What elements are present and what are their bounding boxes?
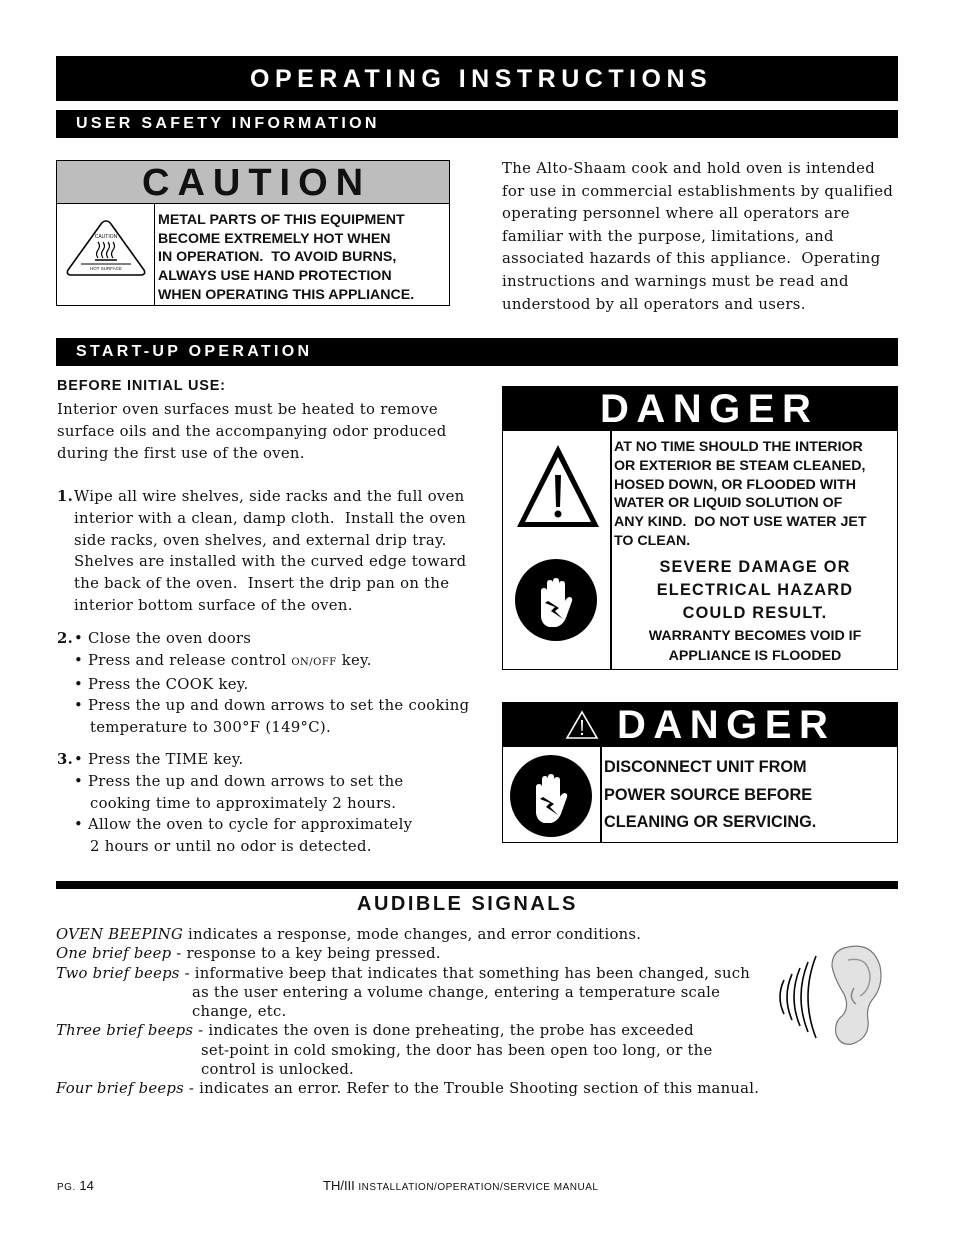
danger-line: TO CLEAN.: [614, 532, 691, 549]
audible-item-cont: set-point in cold smoking, the door has been open too long, or the: [201, 1041, 713, 1059]
caution-line: IN OPERATION. TO AVOID BURNS,: [158, 249, 397, 266]
electrical-hazard-hand-icon: [506, 751, 596, 841]
page-number: PG. 14: [57, 1178, 94, 1193]
intro-line: understood by all operators and users.: [502, 295, 806, 313]
danger-divider: [610, 431, 612, 669]
danger-warranty-note: [615, 627, 895, 666]
section-heading-startup: START-UP OPERATION: [76, 343, 313, 360]
audible-item-cont: change, etc.: [192, 1003, 287, 1021]
danger-severe-warning: [615, 556, 895, 624]
before-initial-use-label: BEFORE INITIAL USE:: [57, 378, 226, 394]
severe-line: ELECTRICAL HAZARD: [656, 580, 854, 599]
danger-box-steam-cleaning: [502, 386, 898, 670]
danger-text-steam: [614, 438, 898, 551]
intro-line: instructions and warnings must be read and: [502, 272, 849, 290]
disconnect-line: DISCONNECT UNIT FROM: [604, 758, 807, 776]
disconnect-line: CLEANING OR SERVICING.: [604, 813, 817, 832]
step-2-bullet: • Press the up and down arrows to set the cooking: [74, 697, 470, 715]
step-1-number: 1.: [57, 488, 74, 505]
caution-line: WHEN OPERATING THIS APPLIANCE.: [158, 286, 415, 303]
caution-line: BECOME EXTREMELY HOT WHEN: [158, 230, 391, 247]
intro-line: for use in commercial establishments by qualified: [502, 182, 894, 200]
step-2-number: 2.: [57, 630, 74, 647]
audible-signals-list: [56, 925, 776, 1099]
intro-line: operating personnel where all operators are: [502, 205, 850, 223]
step-1-line: interior with a clean, damp cloth. Install the oven: [74, 509, 467, 527]
before-line: surface oils and the accompanying odor produced: [57, 422, 447, 440]
electrical-hazard-hand-icon: [511, 555, 601, 645]
audible-signals-title: AUDIBLE SIGNALS: [357, 893, 578, 915]
section-heading-user-safety: USER SAFETY INFORMATION: [76, 115, 380, 132]
audible-item: OVEN BEEPING indicates a response, mode changes, and error conditions.: [56, 926, 642, 943]
caution-line: ALWAYS USE HAND PROTECTION: [158, 268, 392, 285]
caution-box: [56, 160, 450, 306]
on-off-key-label: ON/OFF: [291, 656, 337, 668]
caution-title: CAUTION: [142, 162, 372, 204]
step-3-number: 3.: [57, 751, 74, 768]
manual-title: TH/III INSTALLATION/OPERATION/SERVICE MANUAL: [323, 1178, 599, 1193]
danger-header: [503, 387, 897, 431]
step-1-line: the back of the oven. Insert the drip pan on the: [74, 575, 450, 593]
audible-item: One brief beep - response to a key being pressed.: [56, 945, 441, 963]
before-line: during the first use of the oven.: [57, 444, 305, 462]
before-line: Interior oven surfaces must be heated to remove: [57, 401, 438, 418]
danger-title: DANGER: [600, 387, 819, 431]
audible-item-cont: control is unlocked.: [201, 1061, 355, 1079]
exclamation-warning-icon: [507, 437, 607, 537]
step-2-bullet-cont: temperature to 300°F (149°C).: [90, 719, 331, 737]
step-2: [57, 628, 477, 739]
step-3-bullet-cont: cooking time to approximately 2 hours.: [90, 794, 397, 812]
step-3-bullet: • Allow the oven to cycle for approximately: [74, 816, 413, 834]
intro-line: The Alto-Shaam cook and hold oven is intended: [502, 160, 876, 177]
danger-line: HOSED DOWN, OR FLOODED WITH: [614, 476, 856, 493]
audible-item: Two brief beeps - informative beep that indicates that something has been changed, such: [56, 964, 751, 982]
before-initial-use-text: [57, 399, 477, 464]
audible-item: Three brief beeps - indicates the oven is done preheating, the probe has exceeded: [56, 1022, 694, 1040]
step-1-line: side racks, oven shelves, and external drip tray.: [74, 531, 447, 549]
intro-line: familiar with the purpose, limitations, and: [502, 227, 834, 245]
danger-header: [503, 703, 897, 747]
intro-line: associated hazards of this appliance. Operating: [502, 250, 881, 268]
step-2-bullet: • Press the COOK key.: [74, 675, 249, 693]
danger-line: OR EXTERIOR BE STEAM CLEANED,: [614, 457, 866, 474]
danger-line: WATER OR LIQUID SOLUTION OF: [614, 495, 843, 512]
danger-title: DANGER: [617, 703, 836, 747]
danger-line: ANY KIND. DO NOT USE WATER JET: [614, 514, 867, 531]
page-header-bar: [56, 56, 898, 101]
caution-text: [158, 211, 448, 305]
severe-line: SEVERE DAMAGE OR: [659, 558, 851, 576]
caution-icon-cell: [57, 204, 155, 305]
audible-item: Four brief beeps - indicates an error. Refer to the Trouble Shooting section of this manual.: [56, 1080, 760, 1098]
hot-surface-warning-icon: [57, 204, 155, 305]
danger-divider: [600, 747, 602, 842]
step-1-line: Shelves are installed with the curved edge toward: [74, 553, 467, 571]
section-bar-startup: [56, 338, 898, 366]
warranty-line: APPLIANCE IS FLOODED: [668, 647, 842, 664]
audible-item-cont: as the user entering a volume change, entering a temperature scale: [192, 983, 721, 1001]
warning-triangle-icon: [565, 709, 599, 741]
page-title: OPERATING INSTRUCTIONS: [250, 65, 713, 93]
warranty-line: WARRANTY BECOMES VOID IF: [648, 628, 862, 644]
step-3-bullet: • Press the TIME key.: [74, 751, 244, 768]
section-bar-user-safety: [56, 110, 898, 138]
disconnect-line: POWER SOURCE BEFORE: [604, 785, 813, 804]
step-2-bullet: • Press and release control ON/OFF key.: [74, 651, 372, 669]
intro-paragraph: [502, 158, 902, 316]
danger-line: AT NO TIME SHOULD THE INTERIOR: [614, 439, 863, 455]
caution-header: [57, 161, 449, 204]
step-3-bullet-cont: 2 hours or until no odor is detected.: [90, 838, 372, 856]
ear-sound-icon: [772, 938, 902, 1053]
severe-line: COULD RESULT.: [682, 603, 828, 622]
step-1-line: interior bottom surface of the oven.: [74, 596, 353, 614]
step-1-line: Wipe all wire shelves, side racks and the full oven: [74, 488, 465, 505]
caution-icon-label-top: CAUTION: [94, 234, 118, 240]
step-3-bullet: • Press the up and down arrows to set the: [74, 772, 404, 790]
step-1: [57, 486, 477, 617]
caution-line: METAL PARTS OF THIS EQUIPMENT: [158, 212, 405, 228]
danger-box-disconnect: [502, 702, 898, 843]
section-rule: [56, 881, 898, 889]
step-2-bullet: • Close the oven doors: [74, 630, 252, 647]
caution-icon-label-bottom: HOT SURFACE: [90, 266, 122, 271]
danger-text-disconnect: [604, 754, 894, 837]
step-3: [57, 749, 477, 858]
